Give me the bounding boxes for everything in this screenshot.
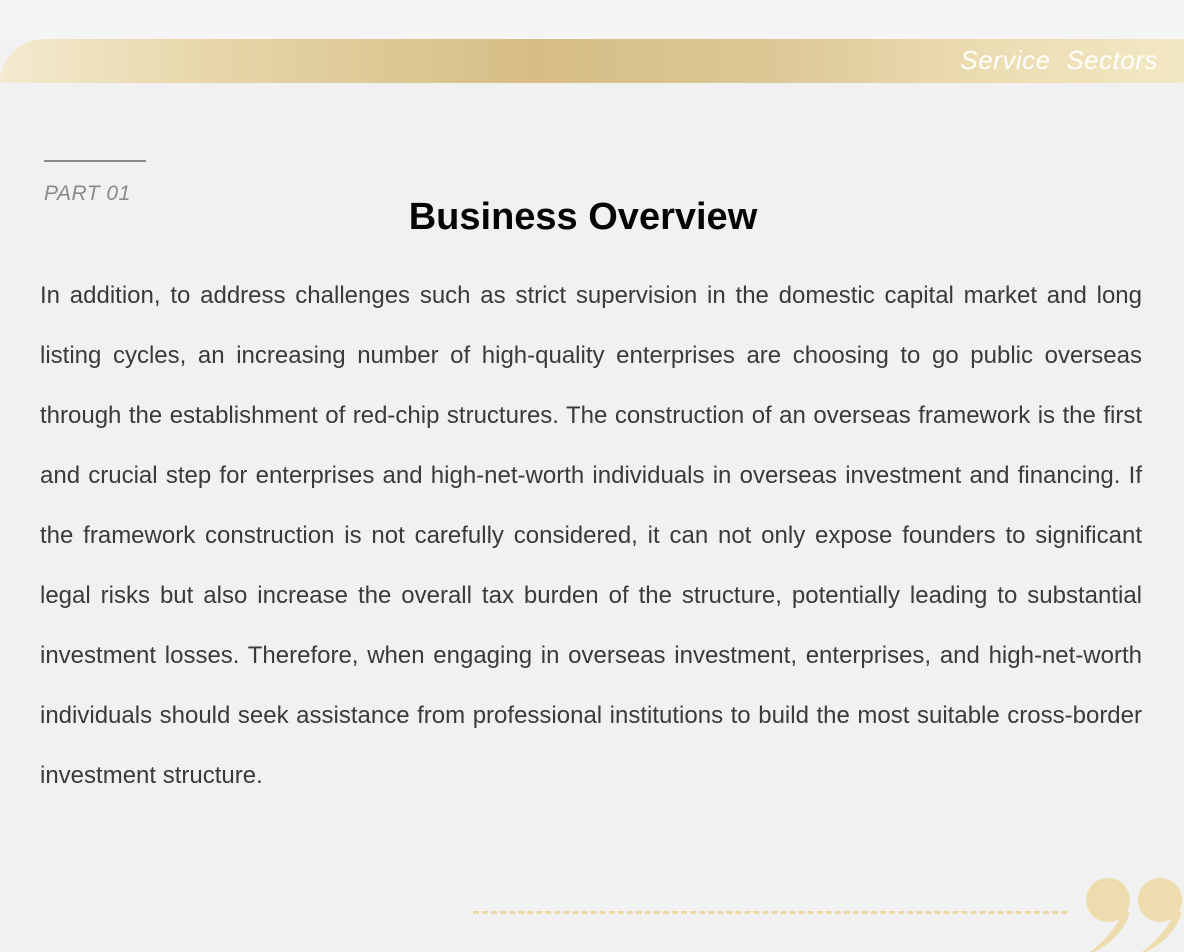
quote-mark-icon — [1084, 872, 1184, 952]
body-paragraph: In addition, to address challenges such as strict supervision in the domestic capital market and long listing cycles, an increasing number of high-quality enterprises are choosing to go public overseas through the establishment of red-chip structures. The construction of an overseas framework is the first and crucial step for enterprises and high-net-worth individuals in overseas investment and financing. If the framework construction is not carefully considered, it can not only expose founders to significant legal risks but also increase the overall tax burden of the structure, potentially leading to substantial investment losses. Therefore, when engaging in overseas investment, enterprises, and high-net-worth individuals should seek assistance from professional institutions to build the most suitable cross-border investment structure. — [40, 282, 1142, 789]
page-title: Business Overview — [408, 196, 758, 238]
top-strip — [0, 0, 1184, 40]
banner-label: Service Sectors — [960, 45, 1158, 75]
part-divider-line — [44, 160, 146, 162]
header-banner — [0, 39, 1184, 83]
dotted-divider — [473, 911, 1067, 914]
part-label: PART 01 — [44, 182, 131, 205]
